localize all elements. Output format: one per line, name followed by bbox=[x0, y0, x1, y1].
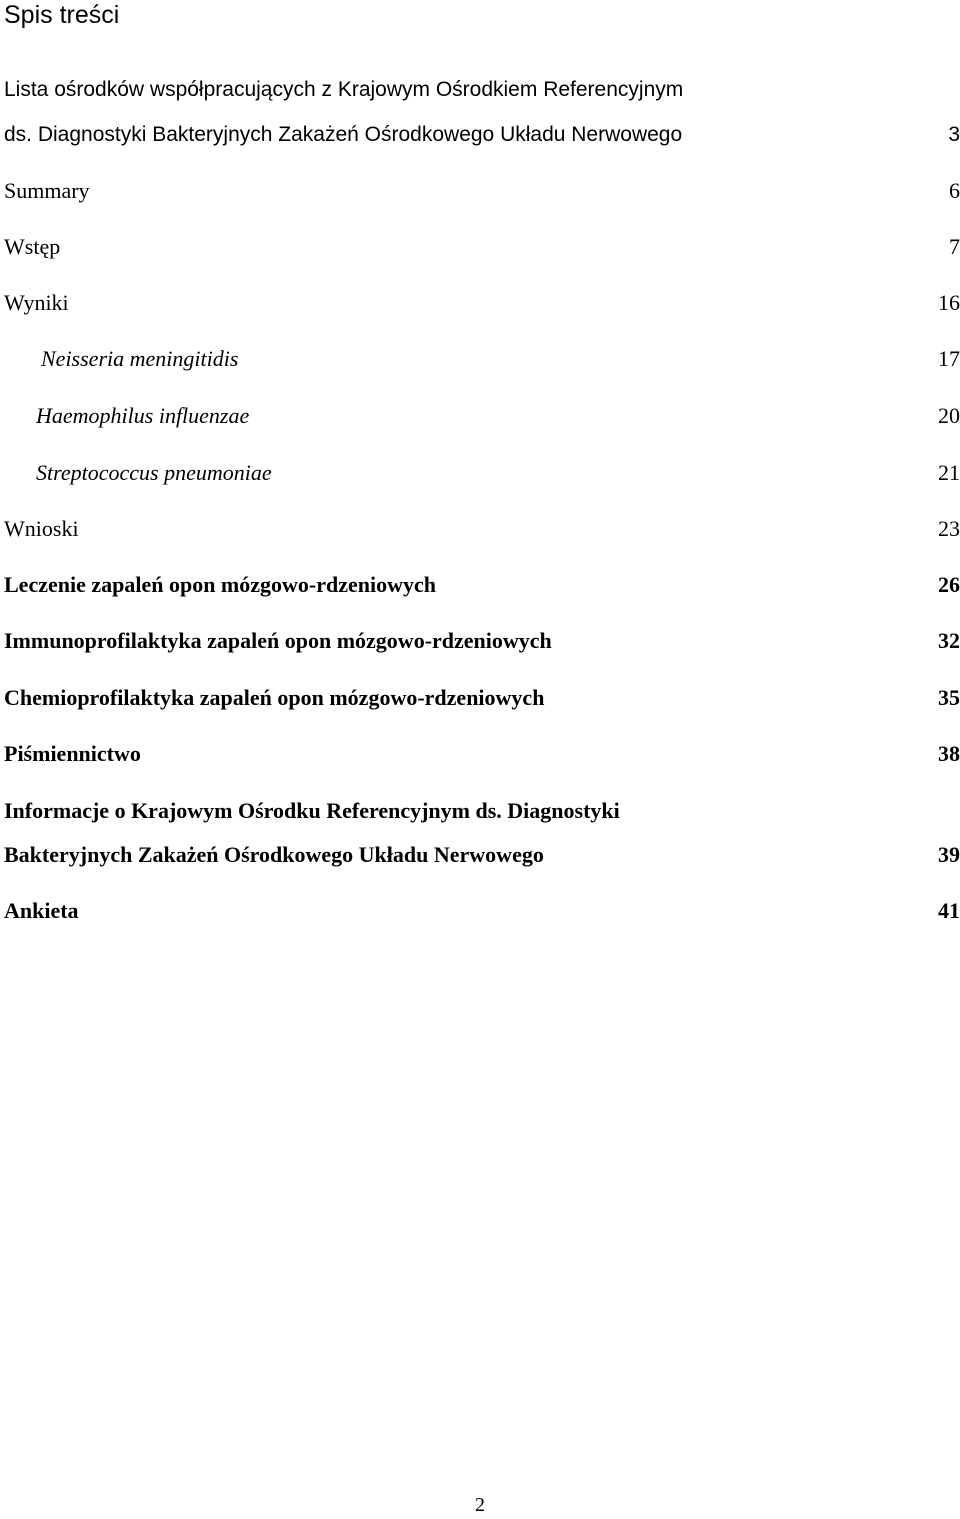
toc-entry-immunoprofilaktyka[interactable] bbox=[4, 626, 960, 656]
toc-entry-wstep[interactable] bbox=[4, 232, 960, 262]
toc-entry-summary[interactable] bbox=[4, 176, 960, 206]
toc-entry-lista-osrodkow-line1[interactable] bbox=[4, 75, 960, 105]
toc-entry-page: 32 bbox=[938, 628, 960, 653]
toc-entry-haemophilus-influenzae[interactable] bbox=[4, 401, 960, 431]
toc-entry-page: 39 bbox=[938, 842, 960, 867]
toc-entry-title: Wstęp bbox=[4, 234, 61, 259]
toc-entry-page: 41 bbox=[938, 898, 960, 923]
toc-entry-page: 35 bbox=[938, 685, 960, 710]
toc-entry-title: ds. Diagnostyki Bakteryjnych Zakażeń Ośrodkowego Układu Nerwowego bbox=[4, 123, 683, 146]
toc-entry-page: 17 bbox=[938, 346, 960, 371]
toc-entry-title: Immunoprofilaktyka zapaleń opon mózgowo-rdzeniowych bbox=[4, 628, 552, 653]
toc-entry-page: 21 bbox=[938, 460, 960, 485]
toc-entry-title: Ankieta bbox=[4, 898, 79, 923]
toc-entry-ankieta[interactable] bbox=[4, 896, 960, 926]
toc-entry-title: Streptococcus pneumoniae bbox=[36, 460, 272, 485]
toc-entry-page: 6 bbox=[949, 178, 960, 203]
toc-entry-page: 3 bbox=[948, 123, 960, 146]
toc-entry-page: 26 bbox=[938, 572, 960, 597]
toc-entry-chemioprofilaktyka[interactable] bbox=[4, 683, 960, 713]
toc-entry-informacje-line1[interactable] bbox=[4, 796, 960, 826]
toc-entry-title: Informacje o Krajowym Ośrodku Referencyjnym ds. Diagnostyki bbox=[4, 798, 620, 823]
toc-entry-wyniki[interactable] bbox=[4, 288, 960, 318]
toc-entry-streptococcus-pneumoniae[interactable] bbox=[4, 458, 960, 488]
toc-entry-title: Lista ośrodków współpracujących z Krajowym Ośrodkiem Referencyjnym bbox=[4, 78, 684, 101]
toc-entry-title: Piśmiennictwo bbox=[4, 741, 141, 766]
toc-entry-wnioski[interactable] bbox=[4, 514, 960, 544]
toc-entry-lista-osrodkow-line2[interactable] bbox=[4, 120, 960, 150]
toc-entry-title: Wnioski bbox=[4, 516, 79, 541]
toc-entry-title: Neisseria meningitidis bbox=[41, 346, 239, 371]
toc-entry-title: Bakteryjnych Zakażeń Ośrodkowego Układu Nerwowego bbox=[4, 842, 544, 867]
toc-entry-neisseria-meningitidis[interactable] bbox=[4, 344, 960, 374]
toc-entry-title: Haemophilus influenzae bbox=[36, 403, 250, 428]
toc-entry-informacje-line2[interactable] bbox=[4, 840, 960, 870]
page-number: 2 bbox=[475, 1494, 485, 1516]
toc-entry-page: 7 bbox=[949, 234, 960, 259]
toc-entry-page: 23 bbox=[938, 516, 960, 541]
toc-entry-title: Summary bbox=[4, 178, 90, 203]
toc-entry-page: 16 bbox=[938, 290, 960, 315]
toc-entry-pismiennictwo[interactable] bbox=[4, 739, 960, 769]
toc-entry-title: Leczenie zapaleń opon mózgowo-rdzeniowych bbox=[4, 572, 436, 597]
toc-entry-page: 38 bbox=[938, 741, 960, 766]
toc-entry-page: 20 bbox=[938, 403, 960, 428]
page-title: Spis treści bbox=[4, 1, 120, 29]
toc-entry-leczenie[interactable] bbox=[4, 570, 960, 600]
toc-entry-title: Chemioprofilaktyka zapaleń opon mózgowo-rdzeniowych bbox=[4, 685, 545, 710]
toc-entry-title: Wyniki bbox=[4, 290, 69, 315]
